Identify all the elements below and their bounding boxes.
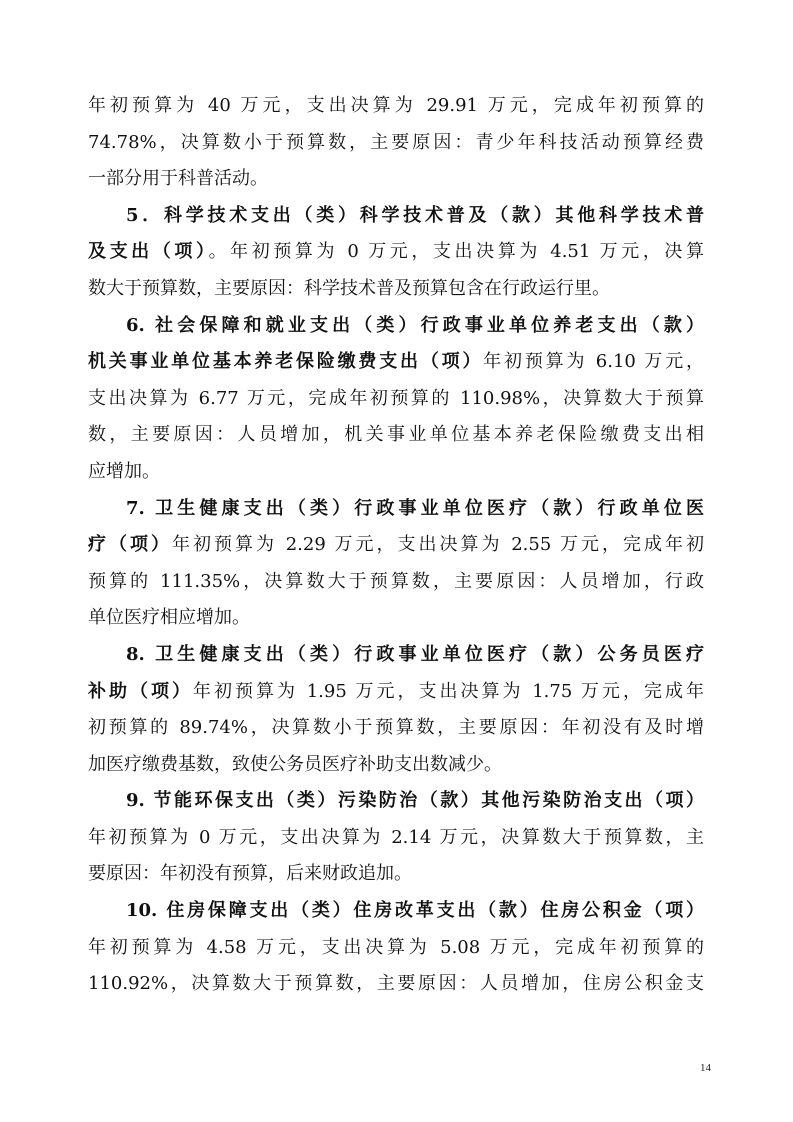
text-line-p8l1 [88,637,704,674]
text-line-p5l2 [88,234,704,271]
text-line-p9l1 [88,783,704,820]
body-text: 数，主要原因：人员增加，机关事业单位基本养老保险缴费支出相 [88,424,704,446]
body-text: 支出决算为 6.77 万元，完成年初预算的 110.98%，决算数大于预算 [88,387,704,409]
heading-text: 10. 住房保障支出（类）住房改革支出（款）住房公积金（项） [126,900,704,922]
text-line-p6l4 [88,417,704,454]
text-line-p7l3 [88,564,704,601]
body-text: 年初预算为 40 万元，支出决算为 29.91 万元，完成年初预算的 [88,95,704,116]
text-line-p9l2 [88,820,704,857]
body-text: 应增加。 [88,460,160,482]
heading-text: 6. 社会保障和就业支出（类）行政事业单位养老支出（款） [126,314,704,336]
body-text: 初预算的 89.74%，决算数小于预算数，主要原因：年初没有及时增 [88,717,704,739]
heading-text: 及支出（项） [88,241,209,263]
text-line-p7l2 [88,527,704,564]
body-text: 数大于预算数，主要原因：科学技术普及预算包含在行政运行里。 [88,277,610,299]
body-text: 加医疗缴费基数，致使公务员医疗补助支出数减少。 [88,753,502,775]
text-line-p8l3 [88,710,704,747]
body-text: 一部分用于科普活动。 [88,168,268,190]
text-line-p7l4 [88,600,704,637]
text-line-p8l4 [88,747,704,784]
heading-text: 9. 节能环保支出（类）污染防治（款）其他污染防治支出（项） [126,790,704,812]
body-text: 要原因：年初没有预算，后来财政追加。 [88,863,412,885]
body-text: 年初预算为 4.58 万元，支出决算为 5.08 万元，完成年初预算的 [88,936,704,958]
body-text: 。年初预算为 0 万元，支出决算为 4.51 万元，决算 [208,241,705,263]
document-body [88,88,704,1003]
text-line-p8l2 [88,674,704,711]
text-line-p4l1 [88,88,704,125]
body-text: 年初预算为 0 万元，支出决算为 2.14 万元，决算数大于预算数，主 [88,826,704,848]
text-line-p4l3 [88,161,704,198]
body-text: 年初预算为 2.29 万元，支出决算为 2.55 万元，完成年初 [172,534,705,556]
body-text: 年初预算为 6.10 万元， [483,351,704,373]
heading-text: 7. 卫生健康支出（类）行政事业单位医疗（款）行政单位医 [126,497,704,519]
text-line-p10l2 [88,930,704,967]
body-text: 单位医疗相应增加。 [88,607,250,629]
heading-text: 补助（项） [88,680,193,702]
page-number: 14 [700,1062,711,1074]
body-text: 110.92%，决算数大于预算数，主要原因：人员增加，住房公积金支 [88,973,704,995]
text-line-p4l2 [88,125,704,162]
body-text: 预算的 111.35%，决算数大于预算数，主要原因：人员增加，行政 [88,570,704,592]
heading-text: 5．科学技术支出（类）科学技术普及（款）其他科学技术普 [126,204,704,226]
text-line-p5l1 [88,198,704,235]
text-line-p6l2 [88,344,704,381]
heading-text: 机关事业单位基本养老保险缴费支出（项） [88,351,484,373]
text-line-p6l1 [88,308,704,345]
text-line-p10l1 [88,893,704,930]
text-line-p6l3 [88,381,704,418]
heading-text: 疗（项） [88,534,172,556]
text-line-p6l5 [88,454,704,491]
text-line-p7l1 [88,491,704,528]
heading-text: 8. 卫生健康支出（类）行政事业单位医疗（款）公务员医疗 [126,643,704,665]
text-line-p10l3 [88,966,704,1003]
text-line-p9l3 [88,856,704,893]
body-text: 74.78%，决算数小于预算数，主要原因：青少年科技活动预算经费 [88,131,704,153]
body-text: 年初预算为 1.95 万元，支出决算为 1.75 万元，完成年 [193,680,705,702]
text-line-p5l3 [88,271,704,308]
